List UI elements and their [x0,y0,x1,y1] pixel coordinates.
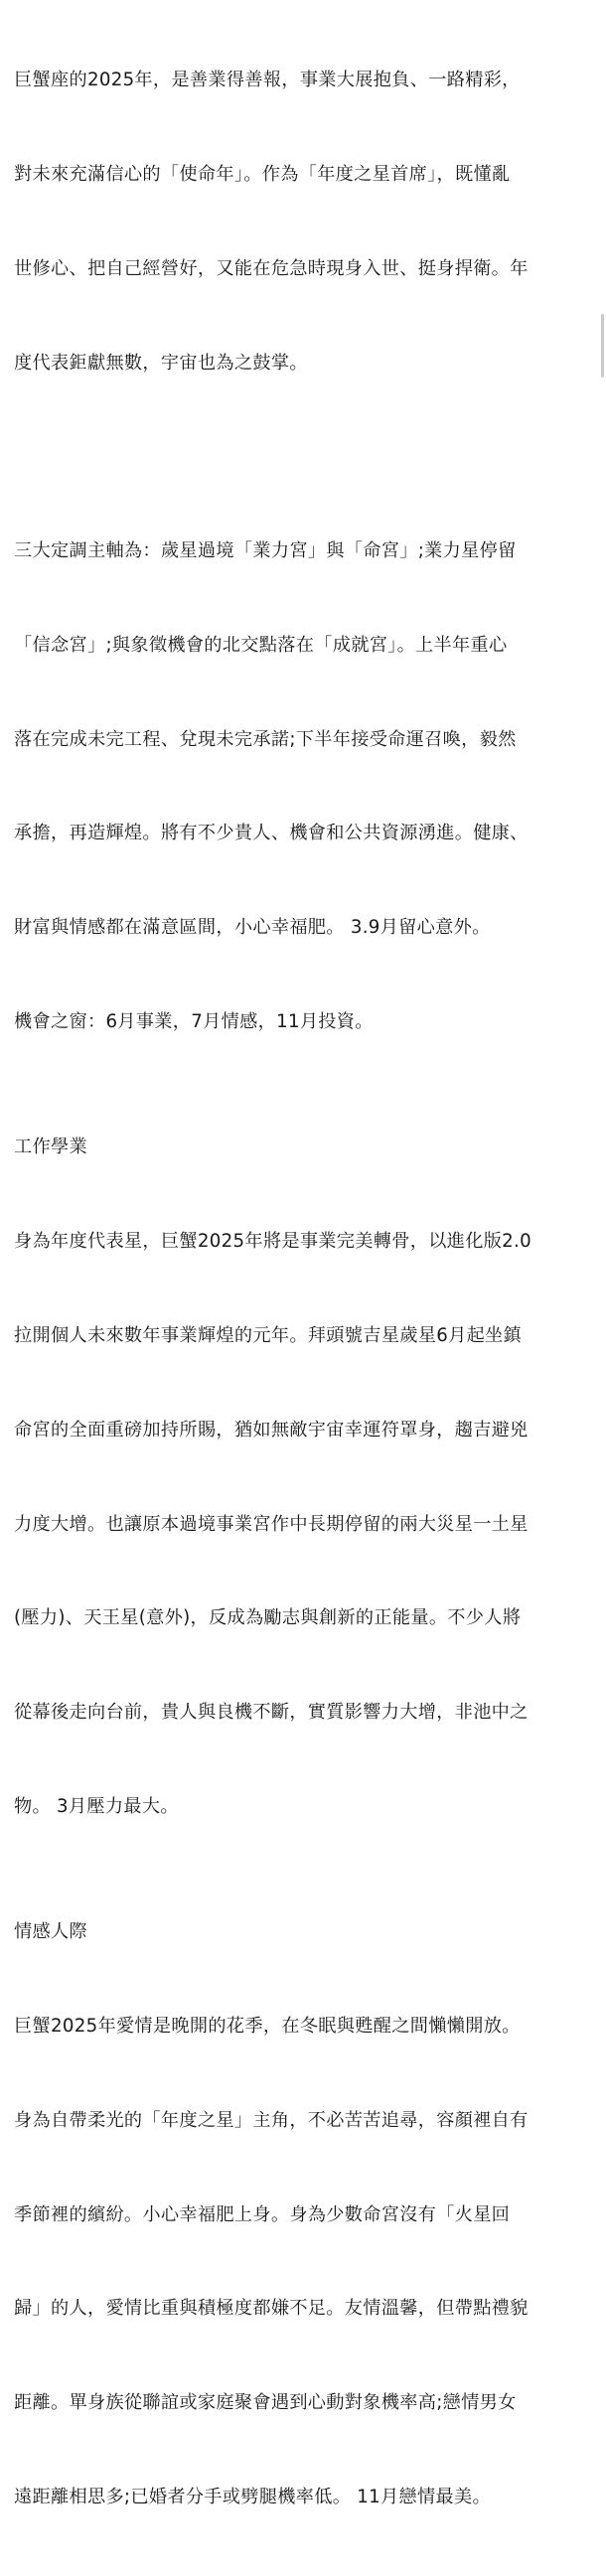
text-line: 落在完成未完工程、兌現未完承諾;下半年接受命運召喚，毅然 [14,728,517,750]
intro-paragraph [14,2,600,441]
text-line: 從幕後走向台前，貴人與良機不斷，實質影響力大增，非池中之 [14,1702,529,1724]
career-paragraph [14,1163,600,1886]
text-line: 巨蟹座的2025年，是善業得善報，事業大展抱負、一路精彩， [14,70,521,91]
text-line: 機會之窗：6月事業，7月情感，11月投資。 [14,1011,374,1032]
text-line: 度代表鉅獻無數，宇宙也為之鼓掌。 [14,352,308,374]
text-line: 財富與情感都在滿意區間，小心幸福肥。 3.9月留心意外。 [14,917,491,939]
paragraph-spacer [14,1886,600,1917]
text-line: 對未來充滿信心的「使命年」。作為「年度之星首席」，既懂亂 [14,163,511,185]
text-line: 季節裡的繽紛。小心幸福肥上身。身為少數命宮沒有「火星回 [14,2203,511,2225]
text-line: 遠距離相思多;已婚者分手或劈腿機率低。 11月戀情最美。 [14,2486,491,2507]
paragraph-spacer [14,1101,600,1133]
text-line: 身為年度代表星，巨蟹2025年將是事業完美轉骨，以進化版2.0 [14,1231,532,1253]
text-line: 拉開個人未來數年事業輝煌的元年。拜頭號吉星歲星6月起坐鎮 [14,1324,523,1346]
paragraph-spacer [14,441,600,473]
text-line: 命宮的全面重磅加持所賜，猶如無敵宇宙幸運符罩身，趨吉避兇 [14,1419,529,1440]
relationships-paragraph [14,1948,600,2576]
text-line: 巨蟹2025年愛情是晚開的花季，在冬眠與甦醒之間懶懶開放。 [14,2016,521,2037]
scrollbar-thumb[interactable] [601,314,604,378]
text-line: 「信念宮」;與象徵機會的北交點落在「成就宮」。上半年重心 [14,634,508,656]
text-line: 距離。單身族從聯誼或家庭聚會遇到心動對象機率高;戀情男女 [14,2392,517,2414]
text-line: 承擔，再造輝煌。將有不少貴人、機會和公共資源湧進。健康、 [14,823,529,844]
text-line: 物。 3月壓力最大。 [14,1795,179,1817]
section-heading-relationships: 情感人際 [14,1921,87,1943]
text-line: 三大定調主軸為：歲星過境「業力宮」與「命宮」;業力星停留 [14,540,517,562]
text-line: 世修心、把自己經營好，又能在危急時現身入世、挺身捍衛。年 [14,257,529,279]
text-line: 歸」的人，愛情比重與積極度都嫌不足。友情溫馨，但帶點禮貌 [14,2298,529,2320]
text-line: 力度大增。也讓原本過境事業宮作中長期停留的兩大災星一土星 [14,1513,529,1535]
text-line: (壓力)、天王星(意外)，反成為勵志與創新的正能量。不少人將 [14,1607,522,1629]
themes-paragraph [14,473,600,1101]
section-heading-career: 工作學業 [14,1136,87,1158]
article-body [14,2,600,2576]
text-line: 身為自帶柔光的「年度之星」主角，不必苦苦追尋，容顏裡自有 [14,2109,529,2131]
